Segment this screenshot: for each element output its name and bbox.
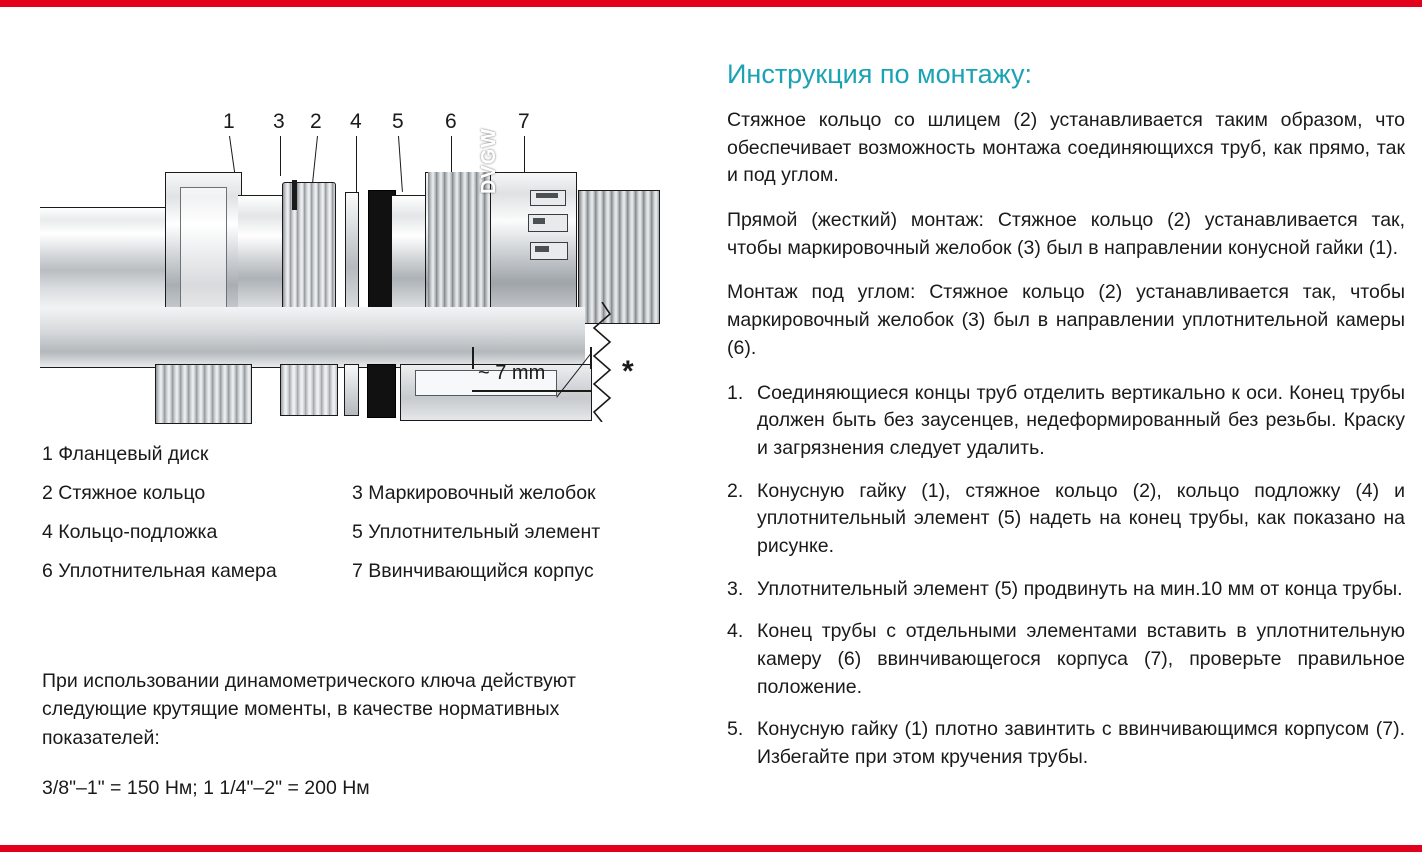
leader-line-2 (312, 136, 318, 188)
step-text: Конусную гайку (1), стяжное кольцо (2), кольцо подложку (4) и уплотнительный элемент (5) надеть на конец трубы, как показано на рисунке. (757, 479, 1405, 557)
step-marker: 3. (727, 577, 744, 600)
instruction-step (727, 380, 1405, 463)
dimension-label: ~ 7 mm (478, 362, 546, 384)
pipe-section-lower (40, 307, 585, 368)
callout-number-7: 7 (518, 110, 530, 133)
dimension-tick-left (472, 347, 474, 369)
callout-number-2: 2 (310, 110, 322, 133)
instruction-step (727, 716, 1405, 771)
instructions-body (727, 107, 1405, 787)
step-text: Конец трубы с отдельными элементами вставить в уплотнительную камеру (6) ввинчивающегося корпуса (7), проверьте правильное положение. (757, 620, 1405, 698)
instruction-step (727, 478, 1405, 561)
step-marker: 2. (727, 479, 744, 502)
step-marker: 1. (727, 381, 744, 404)
parts-legend (42, 443, 662, 599)
legend-item-4: 4 Кольцо-подложка (42, 521, 218, 543)
legend-row (42, 521, 662, 544)
bottom-red-rule (0, 845, 1422, 852)
callout-number-4: 4 (350, 110, 362, 133)
instructions-paragraph: Монтаж под углом: Стяжное кольцо (2) устанавливается так, чтобы маркировочный желобок (3) был в направлении уплотнительной камеры (6). (727, 281, 1405, 359)
break-edge-symbol (590, 302, 614, 422)
legend-item-5: 5 Уплотнительный элемент (352, 521, 601, 543)
callout-number-6: 6 (445, 110, 457, 133)
cone-nut-lower (155, 364, 252, 424)
marking-groove-part-3 (292, 180, 297, 210)
body-marking-chip-2-bar (533, 218, 545, 224)
instructions-title: Инструкция по монтажу: (727, 59, 1032, 89)
pipe-left-section (40, 207, 170, 309)
body-marking-chip-3-bar (535, 246, 549, 252)
left-column (0, 7, 700, 845)
legend-row (42, 482, 662, 505)
legend-item-2: 2 Стяжное кольцо (42, 482, 206, 504)
callout-number-3: 3 (273, 110, 285, 133)
step-text: Уплотнительный элемент (5) продвинуть на мин.10 мм от конца трубы. (757, 577, 1403, 600)
step-marker: 4. (727, 620, 744, 643)
instruction-step (727, 576, 1405, 604)
leader-line-4 (356, 136, 357, 194)
clamping-ring-lower (280, 364, 338, 416)
legend-item-6: 6 Уплотнительная камера (42, 560, 277, 582)
step-text: Соединяющиеся концы труб отделить вертикально к оси. Конец трубы должен быть без заусенцев, недеформированный без резьбы. Краску и загрязнения следует удалить. (757, 381, 1405, 459)
torque-note (42, 667, 642, 802)
backing-ring-lower (344, 364, 359, 416)
legend-row (42, 560, 662, 583)
dvgw-marking-label: DVGW (478, 127, 500, 194)
right-column (722, 7, 1412, 845)
body-marking-chip-1-bar (536, 193, 558, 198)
legend-item-1: 1 Фланцевый диск (42, 443, 209, 465)
instructions-paragraph: Стяжное кольцо со шлицем (2) устанавливается таким образом, что обеспечивает возможность монтажа соединяющихся труб, как прямо, так и под углом. (727, 109, 1405, 187)
top-red-rule (0, 0, 1422, 7)
sealing-element-lower (367, 364, 396, 418)
legend-item-7: 7 Ввинчивающийся корпус (352, 560, 594, 582)
step-text: Конусную гайку (1) плотно завинтить с ввинчивающимся корпусом (7). Избегайте при этом кручения трубы. (757, 718, 1405, 769)
instruction-step (727, 618, 1405, 701)
legend-row (42, 443, 662, 466)
instructions-paragraph: Прямой (жесткий) монтаж: Стяжное кольцо (2) устанавливается так, чтобы маркировочный желобок (3) был в направлении конусной гайки (1). (727, 209, 1405, 259)
callout-number-1: 1 (223, 110, 235, 133)
assembly-drawing (30, 102, 670, 422)
step-marker: 5. (727, 718, 744, 741)
leader-line-5 (398, 136, 403, 192)
leader-line-3 (280, 136, 281, 176)
dimension-tick-right (590, 347, 592, 369)
dimension-line (472, 390, 592, 392)
callout-number-5: 5 (392, 110, 404, 133)
torque-values-text: 3/8"–1" = 150 Нм; 1 1/4"–2" = 200 Нм (42, 776, 370, 799)
legend-item-3: 3 Маркировочный желобок (352, 482, 596, 504)
torque-intro-text: При использовании динамометрического ключа действуют следующие крутящие моменты, в качестве нормативных показателей: (42, 670, 576, 749)
asterisk-marker: * (622, 355, 634, 388)
